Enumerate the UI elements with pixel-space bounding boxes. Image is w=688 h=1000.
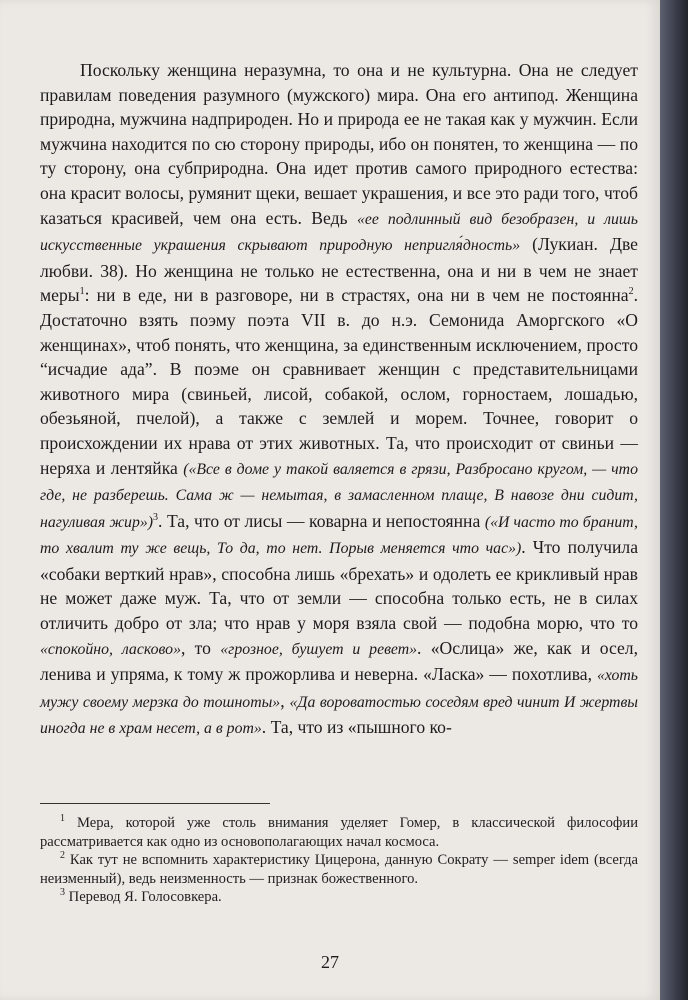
footnote-2 [40,851,638,888]
quote-sea-calm: «спокойно, ласково» [40,640,181,658]
footnote-number: 3 [60,887,65,899]
footnote-text: Как тут не вспомнить характеристику Цицерона, данную Сократу — semper idem (всегда неизменный), ведь неизменность — признак божественного. [40,852,638,887]
footnote-3 [40,888,638,907]
footnote-text: Перевод Я. Голосовкера. [65,889,222,906]
quote-weasel-2: «Да вороватостью соседям вред чинит И жертвы иногда не в храм несет, а в рот» [40,693,638,738]
footnote-1 [40,814,638,851]
quote-lucian: «ее подлинный вид безобразен, и лишь искусственные украшения скрывают природную непригля́дность» [40,210,638,255]
body-paragraph [40,58,638,742]
quote-weasel-1: «хоть мужу своему мерзка до тошноты» [40,667,638,711]
footnote-number: 2 [60,850,65,862]
text-run: (Лукиан. Две любви. 38). Но женщина не только не естественна, она и ни в чем не знает меры [40,234,638,306]
quote-sea-storm: «грозное, бушует и ревет» [220,640,418,658]
text-run: : ни в еде, ни в разговоре, ни в страстях, она ни в чем не постоянна [84,285,629,306]
quote-pig: («Все в доме у такой валяется в грязи, Разбросано кругом, — что где, не разберешь. Сама ж — немытая, в замасленном плаще, В навозе дни сидит, нагуливая жир») [40,460,638,531]
quote-fox: («И часто то бранит, то хвалит ту же вещь, То да, то нет. Порыв меняется что час») [40,513,638,558]
text-run: . Что получила «собаки верткий нрав», способна лишь «брехать» и одолеть ее крикливый нрав не может даже муж. Та, что от земли — способна только есть, не в силах отличить добро от зла; что нрав у моря взяла свой — подобна морю, что то [40,537,638,634]
text-run: Поскольку женщина неразумна, то она и не культурна. Она не следует правилам поведения разумного (мужского) мира. Она его антипод. Женщина природна, мужчина надприроден. Но и природа ее не такая как у мужчин. Если мужчина находится по сю сторону природы, ибо он понятен, то женщина — по ту сторону, она субприродна. Она идет против самого природного естества: она красит волосы, румянит щеки, вешает украшения, и все это ради того, чтоб казаться красивей, чем она есть. Ведь [40,60,638,228]
book-edge [660,0,688,1000]
text-run: , [280,690,290,711]
text-run: . Достаточно взять поэму поэта VII в. до н.э. Семонида Аморгского «О женщинах», чтоб понять, что женщина, за единственным исключением, просто “исчадие ада”. В поэме он сравнивает женщин с представительницами животного мира (свиньей, лисой, собакой, ослом, горностаем, лошадью, обезьяной, пчелой), а также с землей и морем. Точнее, говорит о происхождении их нрава от этих животных. Та, что происходит от свиньи — неряха и лентяйка [40,285,638,478]
text-run: . Та, что от лисы — коварна и непостоянна [158,510,485,531]
footnote-ref-1[interactable]: 1 [79,286,85,298]
footnote-ref-2[interactable]: 2 [628,286,634,298]
text-run: . «Ослица» же, как и осел, ленива и упряма, к тому ж прожорлива и неверна. «Ласка» — похотлива, [40,637,638,685]
footnote-text: Мера, которой уже столь внимания уделяет Гомер, в классической философии рассматривается как одно из основополагающих начал космоса. [40,815,638,850]
footnotes [40,814,638,907]
text-run: . Та, что из «пышного ко- [261,717,452,738]
footnote-divider [40,803,270,804]
page-number: 27 [321,952,339,972]
main-paragraph [40,58,638,742]
text-run: , то [180,637,221,658]
footnote-number: 1 [60,813,65,825]
footnote-ref-3[interactable]: 3 [153,511,159,523]
